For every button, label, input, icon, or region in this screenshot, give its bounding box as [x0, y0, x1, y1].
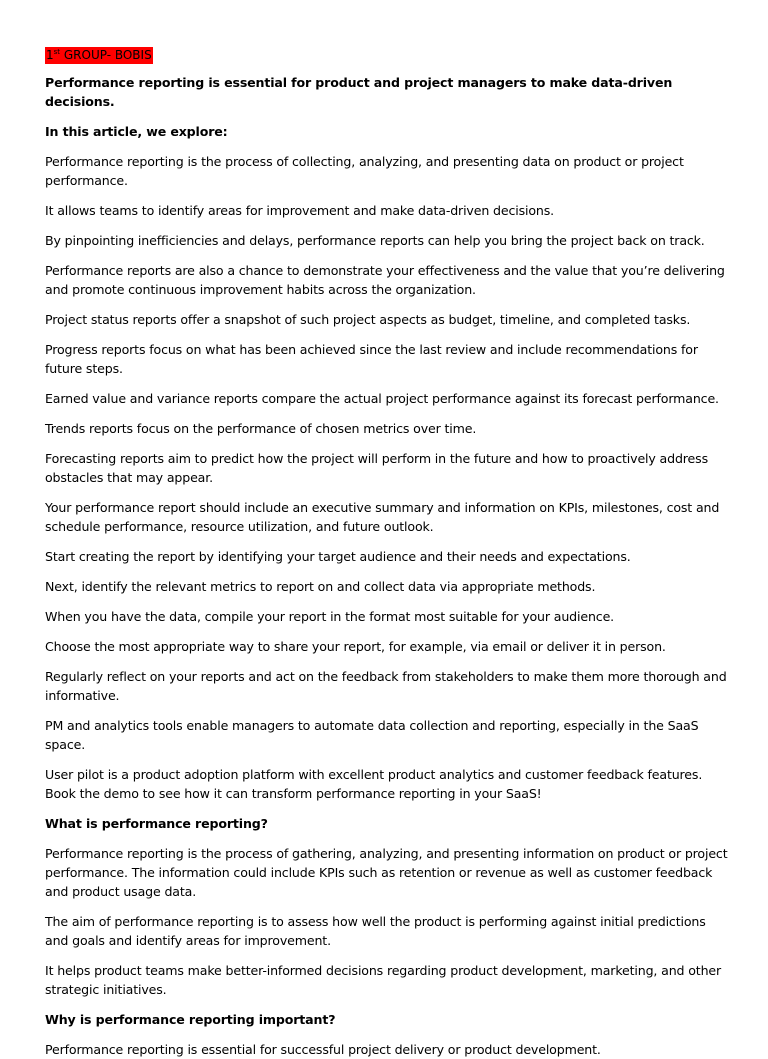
- body-paragraph: Choose the most appropriate way to share your report, for example, via email or deliver it in person.: [45, 639, 666, 654]
- body-paragraph: Start creating the report by identifying your target audience and their needs and expectations.: [45, 549, 631, 564]
- section-heading: What is performance reporting?: [45, 816, 268, 831]
- body-paragraph: Performance reports are also a chance to demonstrate your effectiveness and the value that you’re delivering and promote continuous improvement habits across the organization.: [45, 263, 725, 297]
- body-paragraph: It allows teams to identify areas for improvement and make data-driven decisions.: [45, 203, 554, 218]
- body-paragraph: When you have the data, compile your report in the format most suitable for your audience.: [45, 609, 615, 624]
- group-heading-number: 1: [46, 48, 54, 62]
- body-paragraph: By pinpointing inefficiencies and delays, performance reports can help you bring the project back on track.: [45, 233, 705, 248]
- body-paragraph: Performance reporting is the process of gathering, analyzing, and presenting information on product or project performance. The information could include KPIs such as retention or revenue as well as customer feedback and product usage data.: [45, 846, 728, 899]
- body-paragraph: Performance reporting is essential for successful project delivery or product development.: [45, 1042, 601, 1057]
- group-heading: [45, 47, 153, 64]
- body-paragraph: It helps product teams make better-informed decisions regarding product development, marketing, and other strategic initiatives.: [45, 963, 722, 997]
- body-paragraph: User pilot is a product adoption platform with excellent product analytics and customer feedback features. Book the demo to see how it can transform performance reporting in your SaaS!: [45, 767, 703, 801]
- group-heading-row: [45, 44, 728, 63]
- section-heading: Why is performance reporting important?: [45, 1012, 336, 1027]
- group-heading-superscript: st: [53, 48, 61, 56]
- body-paragraph: PM and analytics tools enable managers to automate data collection and reporting, especially in the SaaS space.: [45, 718, 699, 752]
- body-paragraph: Trends reports focus on the performance of chosen metrics over time.: [45, 421, 477, 436]
- body-paragraph: Your performance report should include an executive summary and information on KPIs, milestones, cost and schedule performance, resource utilization, and future outlook.: [45, 500, 720, 534]
- body-paragraph: Next, identify the relevant metrics to report on and collect data via appropriate methods.: [45, 579, 596, 594]
- body-paragraph: Progress reports focus on what has been achieved since the last review and include recommendations for future steps.: [45, 342, 698, 376]
- body-paragraph: Project status reports offer a snapshot of such project aspects as budget, timeline, and completed tasks.: [45, 312, 691, 327]
- document-body: [45, 73, 728, 1059]
- body-paragraph: Performance reporting is the process of collecting, analyzing, and presenting data on product or project performance.: [45, 154, 684, 188]
- body-paragraph: Earned value and variance reports compare the actual project performance against its forecast performance.: [45, 391, 719, 406]
- body-paragraph: Forecasting reports aim to predict how the project will perform in the future and how to proactively address obstacles that may appear.: [45, 451, 708, 485]
- body-paragraph: Regularly reflect on your reports and act on the feedback from stakeholders to make them more thorough and informative.: [45, 669, 727, 703]
- section-heading: Performance reporting is essential for product and project managers to make data-driven decisions.: [45, 75, 673, 109]
- section-heading: In this article, we explore:: [45, 124, 228, 139]
- group-heading-text: GROUP- BOBIS: [60, 48, 152, 62]
- body-paragraph: The aim of performance reporting is to assess how well the product is performing against initial predictions and goals and identify areas for improvement.: [45, 914, 706, 948]
